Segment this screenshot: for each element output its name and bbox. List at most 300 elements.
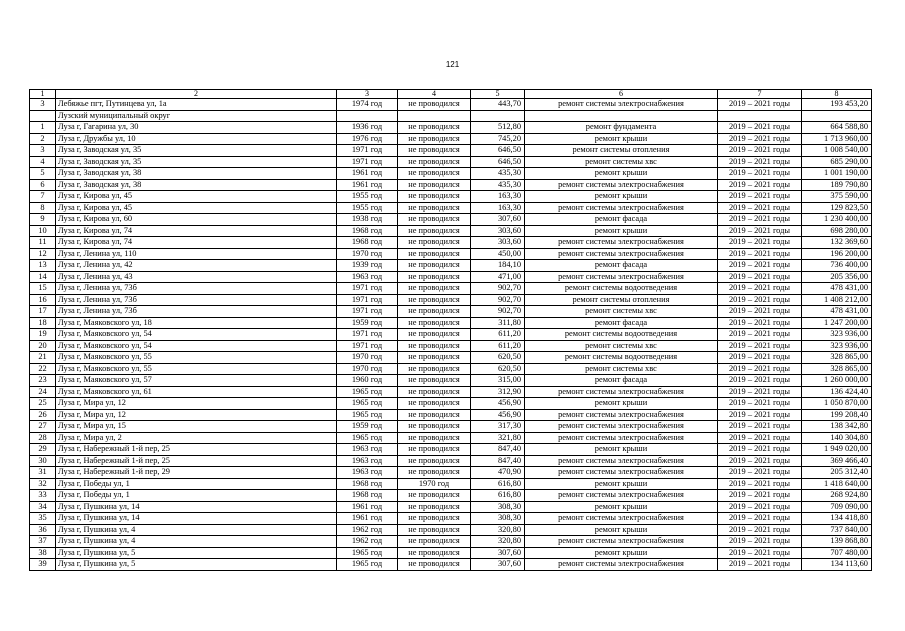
period-cell: 2019 – 2021 годы	[718, 191, 802, 203]
row-number: 21	[30, 352, 56, 364]
last-overhaul-cell: не проводился	[398, 122, 471, 134]
cost-cell: 189 790,80	[802, 179, 872, 191]
cost-cell: 132 369,60	[802, 237, 872, 249]
empty-cell	[718, 110, 802, 122]
last-overhaul-cell: не проводился	[398, 271, 471, 283]
table-row	[30, 156, 872, 168]
period-cell: 2019 – 2021 годы	[718, 306, 802, 318]
address-cell: Луза г, Ленина ул, 43	[56, 271, 337, 283]
last-overhaul-cell: не проводился	[398, 260, 471, 272]
year-cell: 1959 год	[337, 421, 398, 433]
year-cell: 1965 год	[337, 409, 398, 421]
last-overhaul-cell: не проводился	[398, 409, 471, 421]
cost-cell: 1 408 212,00	[802, 294, 872, 306]
year-cell: 1970 год	[337, 363, 398, 375]
column-number: 6	[525, 90, 718, 99]
year-cell: 1961 год	[337, 513, 398, 525]
row-number: 32	[30, 478, 56, 490]
address-cell: Луза г, Маяковского ул, 61	[56, 386, 337, 398]
area-cell: 512,80	[471, 122, 525, 134]
year-cell: 1961 год	[337, 168, 398, 180]
area-cell: 616,80	[471, 490, 525, 502]
period-cell: 2019 – 2021 годы	[718, 248, 802, 260]
cost-cell: 323 936,00	[802, 329, 872, 341]
year-cell: 1971 год	[337, 306, 398, 318]
period-cell: 2019 – 2021 годы	[718, 294, 802, 306]
table-row	[30, 547, 872, 559]
address-cell: Луза г, Победы ул, 1	[56, 490, 337, 502]
work-type-cell: ремонт системы электроснабжения	[525, 467, 718, 479]
address-cell: Луза г, Пушкина ул, 4	[56, 536, 337, 548]
last-overhaul-cell: не проводился	[398, 133, 471, 145]
table-row	[30, 513, 872, 525]
period-cell: 2019 – 2021 годы	[718, 409, 802, 421]
area-cell: 315,00	[471, 375, 525, 387]
period-cell: 2019 – 2021 годы	[718, 536, 802, 548]
period-cell: 2019 – 2021 годы	[718, 317, 802, 329]
work-type-cell: ремонт системы хвс	[525, 306, 718, 318]
cost-cell: 1 008 540,00	[802, 145, 872, 157]
table-row	[30, 536, 872, 548]
table-row	[30, 306, 872, 318]
table-row	[30, 329, 872, 341]
year-cell: 1968 год	[337, 237, 398, 249]
period-cell: 2019 – 2021 годы	[718, 271, 802, 283]
table-row	[30, 214, 872, 226]
period-cell: 2019 – 2021 годы	[718, 237, 802, 249]
table-row	[30, 467, 872, 479]
work-type-cell: ремонт крыши	[525, 133, 718, 145]
column-number: 7	[718, 90, 802, 99]
area-cell: 435,30	[471, 168, 525, 180]
area-cell: 902,70	[471, 306, 525, 318]
year-cell: 1971 год	[337, 145, 398, 157]
area-cell: 307,60	[471, 547, 525, 559]
period-cell: 2019 – 2021 годы	[718, 363, 802, 375]
work-type-cell: ремонт крыши	[525, 478, 718, 490]
period-cell: 2019 – 2021 годы	[718, 329, 802, 341]
work-type-cell: ремонт крыши	[525, 524, 718, 536]
row-number: 38	[30, 547, 56, 559]
table-row	[30, 501, 872, 513]
table-row	[30, 478, 872, 490]
area-cell: 456,90	[471, 398, 525, 410]
row-number: 13	[30, 260, 56, 272]
row-number: 4	[30, 156, 56, 168]
last-overhaul-cell: не проводился	[398, 421, 471, 433]
table-row	[30, 225, 872, 237]
period-cell: 2019 – 2021 годы	[718, 455, 802, 467]
table-row	[30, 444, 872, 456]
period-cell: 2019 – 2021 годы	[718, 99, 802, 111]
area-cell: 745,20	[471, 133, 525, 145]
cost-cell: 323 936,00	[802, 340, 872, 352]
column-number: 1	[30, 90, 56, 99]
row-number: 30	[30, 455, 56, 467]
year-cell: 1968 год	[337, 225, 398, 237]
last-overhaul-cell: не проводился	[398, 306, 471, 318]
last-overhaul-cell: не проводился	[398, 294, 471, 306]
cost-cell: 205 312,40	[802, 467, 872, 479]
period-cell: 2019 – 2021 годы	[718, 340, 802, 352]
row-number: 17	[30, 306, 56, 318]
period-cell: 2019 – 2021 годы	[718, 122, 802, 134]
cost-cell: 1 001 190,00	[802, 168, 872, 180]
year-cell: 1965 год	[337, 432, 398, 444]
last-overhaul-cell: не проводился	[398, 191, 471, 203]
area-cell: 456,90	[471, 409, 525, 421]
address-cell: Луза г, Пушкина ул, 14	[56, 513, 337, 525]
address-cell: Луза г, Ленина ул, 42	[56, 260, 337, 272]
work-type-cell: ремонт крыши	[525, 501, 718, 513]
last-overhaul-cell: не проводился	[398, 179, 471, 191]
period-cell: 2019 – 2021 годы	[718, 225, 802, 237]
area-cell: 308,30	[471, 501, 525, 513]
table-row	[30, 455, 872, 467]
cost-cell: 1 418 640,00	[802, 478, 872, 490]
cost-cell: 685 290,00	[802, 156, 872, 168]
table-row	[30, 168, 872, 180]
row-number: 9	[30, 214, 56, 226]
address-cell: Луза г, Заводская ул, 35	[56, 145, 337, 157]
table-row	[30, 409, 872, 421]
work-type-cell: ремонт системы электроснабжения	[525, 237, 718, 249]
work-type-cell: ремонт крыши	[525, 225, 718, 237]
row-number: 16	[30, 294, 56, 306]
area-cell: 184,10	[471, 260, 525, 272]
address-cell: Луза г, Маяковского ул, 57	[56, 375, 337, 387]
work-type-cell: ремонт системы водоотведения	[525, 352, 718, 364]
table-row	[30, 386, 872, 398]
table-row	[30, 398, 872, 410]
cost-cell: 193 453,20	[802, 99, 872, 111]
address-cell: Луза г, Заводская ул, 35	[56, 156, 337, 168]
address-cell: Луза г, Кирова ул, 74	[56, 237, 337, 249]
period-cell: 2019 – 2021 годы	[718, 386, 802, 398]
address-cell: Луза г, Маяковского ул, 55	[56, 363, 337, 375]
year-cell: 1959 год	[337, 317, 398, 329]
column-number: 2	[56, 90, 337, 99]
last-overhaul-cell: не проводился	[398, 145, 471, 157]
work-type-cell: ремонт системы электроснабжения	[525, 179, 718, 191]
address-cell: Луза г, Ленина ул, 73б	[56, 306, 337, 318]
work-type-cell: ремонт крыши	[525, 191, 718, 203]
year-cell: 1965 год	[337, 547, 398, 559]
year-cell: 1963 год	[337, 455, 398, 467]
period-cell: 2019 – 2021 годы	[718, 501, 802, 513]
empty-cell	[471, 110, 525, 122]
address-cell: Луза г, Маяковского ул, 54	[56, 329, 337, 341]
address-cell: Луза г, Маяковского ул, 54	[56, 340, 337, 352]
section-row	[30, 110, 872, 122]
row-number: 5	[30, 168, 56, 180]
work-type-cell: ремонт системы электроснабжения	[525, 559, 718, 571]
work-type-cell: ремонт системы электроснабжения	[525, 99, 718, 111]
work-type-cell: ремонт фасада	[525, 260, 718, 272]
row-number: 18	[30, 317, 56, 329]
work-type-cell: ремонт крыши	[525, 168, 718, 180]
year-cell: 1970 год	[337, 352, 398, 364]
last-overhaul-cell: не проводился	[398, 455, 471, 467]
cost-cell: 1 713 960,00	[802, 133, 872, 145]
last-overhaul-cell: не проводился	[398, 432, 471, 444]
area-cell: 902,70	[471, 294, 525, 306]
address-cell: Луза г, Ленина ул, 110	[56, 248, 337, 260]
table-row	[30, 179, 872, 191]
page-number: 121	[445, 60, 460, 69]
address-cell: Луза г, Заводская ул, 38	[56, 179, 337, 191]
last-overhaul-cell: не проводился	[398, 398, 471, 410]
area-cell: 616,80	[471, 478, 525, 490]
cost-cell: 698 280,00	[802, 225, 872, 237]
table-row	[30, 99, 872, 111]
work-type-cell: ремонт системы электроснабжения	[525, 490, 718, 502]
area-cell: 471,00	[471, 271, 525, 283]
year-cell: 1971 год	[337, 156, 398, 168]
row-number: 14	[30, 271, 56, 283]
table-row	[30, 421, 872, 433]
row-number: 8	[30, 202, 56, 214]
year-cell: 1968 год	[337, 490, 398, 502]
year-cell: 1971 год	[337, 329, 398, 341]
last-overhaul-cell: не проводился	[398, 352, 471, 364]
cost-cell: 664 588,80	[802, 122, 872, 134]
row-number: 28	[30, 432, 56, 444]
row-number: 24	[30, 386, 56, 398]
area-cell: 470,90	[471, 467, 525, 479]
work-type-cell: ремонт крыши	[525, 444, 718, 456]
row-number: 11	[30, 237, 56, 249]
table-row	[30, 237, 872, 249]
table-row	[30, 133, 872, 145]
address-cell: Луза г, Кирова ул, 45	[56, 191, 337, 203]
row-number: 7	[30, 191, 56, 203]
area-cell: 311,80	[471, 317, 525, 329]
table-row	[30, 559, 872, 571]
address-cell: Луза г, Мира ул, 12	[56, 409, 337, 421]
period-cell: 2019 – 2021 годы	[718, 444, 802, 456]
period-cell: 2019 – 2021 годы	[718, 559, 802, 571]
work-type-cell: ремонт крыши	[525, 398, 718, 410]
empty-cell	[802, 110, 872, 122]
work-type-cell: ремонт системы электроснабжения	[525, 421, 718, 433]
work-type-cell: ремонт системы электроснабжения	[525, 248, 718, 260]
address-cell: Луза г, Ленина ул, 73б	[56, 294, 337, 306]
address-cell: Луза г, Пушкина ул, 5	[56, 547, 337, 559]
last-overhaul-cell: не проводился	[398, 317, 471, 329]
area-cell: 303,60	[471, 225, 525, 237]
period-cell: 2019 – 2021 годы	[718, 432, 802, 444]
area-cell: 320,80	[471, 524, 525, 536]
year-cell: 1955 год	[337, 191, 398, 203]
area-cell: 307,60	[471, 559, 525, 571]
table-row	[30, 375, 872, 387]
area-cell: 308,30	[471, 513, 525, 525]
year-cell: 1971 год	[337, 294, 398, 306]
section-number-cell	[30, 110, 56, 122]
address-cell: Луза г, Маяковского ул, 55	[56, 352, 337, 364]
empty-cell	[337, 110, 398, 122]
work-type-cell: ремонт системы электроснабжения	[525, 202, 718, 214]
last-overhaul-cell: не проводился	[398, 444, 471, 456]
work-type-cell: ремонт системы отопления	[525, 145, 718, 157]
table-row	[30, 432, 872, 444]
last-overhaul-cell: не проводился	[398, 501, 471, 513]
table-row	[30, 294, 872, 306]
table-row	[30, 524, 872, 536]
work-type-cell: ремонт системы электроснабжения	[525, 536, 718, 548]
row-number: 31	[30, 467, 56, 479]
work-type-cell: ремонт фундамента	[525, 122, 718, 134]
section-title: Лузский муниципальный округ	[56, 110, 337, 122]
period-cell: 2019 – 2021 годы	[718, 375, 802, 387]
work-type-cell: ремонт системы водоотведения	[525, 283, 718, 295]
work-type-cell: ремонт системы электроснабжения	[525, 409, 718, 421]
area-cell: 317,30	[471, 421, 525, 433]
period-cell: 2019 – 2021 годы	[718, 547, 802, 559]
address-cell: Луза г, Кирова ул, 60	[56, 214, 337, 226]
column-number: 5	[471, 90, 525, 99]
cost-cell: 375 590,00	[802, 191, 872, 203]
last-overhaul-cell: не проводился	[398, 559, 471, 571]
last-overhaul-cell: не проводился	[398, 329, 471, 341]
table-row	[30, 352, 872, 364]
last-overhaul-cell: не проводился	[398, 248, 471, 260]
area-cell: 620,50	[471, 352, 525, 364]
year-cell: 1976 год	[337, 133, 398, 145]
cost-cell: 268 924,80	[802, 490, 872, 502]
last-overhaul-cell: не проводился	[398, 386, 471, 398]
last-overhaul-cell: не проводился	[398, 168, 471, 180]
last-overhaul-cell: не проводился	[398, 547, 471, 559]
address-cell: Луза г, Пушкина ул, 14	[56, 501, 337, 513]
cost-cell: 205 356,00	[802, 271, 872, 283]
address-cell: Луза г, Набережный 1-й пер, 25	[56, 444, 337, 456]
last-overhaul-cell: не проводился	[398, 490, 471, 502]
last-overhaul-cell: не проводился	[398, 513, 471, 525]
work-type-cell: ремонт системы хвс	[525, 156, 718, 168]
area-cell: 303,60	[471, 237, 525, 249]
last-overhaul-cell: не проводился	[398, 340, 471, 352]
cost-cell: 134 113,60	[802, 559, 872, 571]
table-row	[30, 283, 872, 295]
last-overhaul-cell: 1970 год	[398, 478, 471, 490]
year-cell: 1960 год	[337, 375, 398, 387]
work-type-cell: ремонт системы хвс	[525, 340, 718, 352]
row-number: 23	[30, 375, 56, 387]
column-number-row	[30, 90, 872, 99]
address-cell: Луза г, Пушкина ул, 4	[56, 524, 337, 536]
row-number: 2	[30, 133, 56, 145]
work-type-cell: ремонт системы отопления	[525, 294, 718, 306]
year-cell: 1963 год	[337, 444, 398, 456]
address-cell: Луза г, Набережный 1-й пер, 25	[56, 455, 337, 467]
address-cell: Лебяжье пгт, Путинцева ул, 1а	[56, 99, 337, 111]
row-number: 33	[30, 490, 56, 502]
area-cell: 450,00	[471, 248, 525, 260]
row-number: 22	[30, 363, 56, 375]
area-cell: 847,40	[471, 455, 525, 467]
row-number: 20	[30, 340, 56, 352]
work-type-cell: ремонт системы электроснабжения	[525, 455, 718, 467]
row-number: 36	[30, 524, 56, 536]
table-row	[30, 363, 872, 375]
period-cell: 2019 – 2021 годы	[718, 283, 802, 295]
cost-cell: 1 050 870,00	[802, 398, 872, 410]
year-cell: 1955 год	[337, 202, 398, 214]
year-cell: 1965 год	[337, 559, 398, 571]
cost-cell: 707 480,00	[802, 547, 872, 559]
table-row	[30, 260, 872, 272]
area-cell: 847,40	[471, 444, 525, 456]
work-type-cell: ремонт системы электроснабжения	[525, 386, 718, 398]
row-number: 26	[30, 409, 56, 421]
address-cell: Луза г, Кирова ул, 45	[56, 202, 337, 214]
period-cell: 2019 – 2021 годы	[718, 260, 802, 272]
area-cell: 646,50	[471, 145, 525, 157]
cost-cell: 369 466,40	[802, 455, 872, 467]
column-number: 8	[802, 90, 872, 99]
cost-cell: 1 949 020,00	[802, 444, 872, 456]
row-number: 25	[30, 398, 56, 410]
area-cell: 163,30	[471, 202, 525, 214]
cost-cell: 140 304,80	[802, 432, 872, 444]
year-cell: 1961 год	[337, 179, 398, 191]
cost-cell: 139 868,80	[802, 536, 872, 548]
table-row	[30, 340, 872, 352]
last-overhaul-cell: не проводился	[398, 375, 471, 387]
last-overhaul-cell: не проводился	[398, 524, 471, 536]
column-number: 4	[398, 90, 471, 99]
period-cell: 2019 – 2021 годы	[718, 214, 802, 226]
last-overhaul-cell: не проводился	[398, 202, 471, 214]
year-cell: 1970 год	[337, 248, 398, 260]
cost-cell: 1 260 000,00	[802, 375, 872, 387]
table-row	[30, 145, 872, 157]
table-row	[30, 490, 872, 502]
work-type-cell: ремонт системы водоотведения	[525, 329, 718, 341]
address-cell: Луза г, Ленина ул, 73б	[56, 283, 337, 295]
row-number: 27	[30, 421, 56, 433]
row-number: 12	[30, 248, 56, 260]
cost-cell: 736 400,00	[802, 260, 872, 272]
work-type-cell: ремонт системы хвс	[525, 363, 718, 375]
row-number: 39	[30, 559, 56, 571]
period-cell: 2019 – 2021 годы	[718, 156, 802, 168]
cost-cell: 199 208,40	[802, 409, 872, 421]
row-number: 3	[30, 99, 56, 111]
last-overhaul-cell: не проводился	[398, 99, 471, 111]
area-cell: 611,20	[471, 329, 525, 341]
area-cell: 611,20	[471, 340, 525, 352]
address-cell: Луза г, Заводская ул, 38	[56, 168, 337, 180]
period-cell: 2019 – 2021 годы	[718, 524, 802, 536]
address-cell: Луза г, Гагарина ул, 30	[56, 122, 337, 134]
address-cell: Луза г, Мира ул, 15	[56, 421, 337, 433]
cost-cell: 1 230 400,00	[802, 214, 872, 226]
address-cell: Луза г, Пушкина ул, 5	[56, 559, 337, 571]
area-cell: 307,60	[471, 214, 525, 226]
year-cell: 1961 год	[337, 501, 398, 513]
row-number: 3	[30, 145, 56, 157]
cost-cell: 737 840,00	[802, 524, 872, 536]
last-overhaul-cell: не проводился	[398, 237, 471, 249]
period-cell: 2019 – 2021 годы	[718, 352, 802, 364]
table-row	[30, 122, 872, 134]
year-cell: 1971 год	[337, 283, 398, 295]
last-overhaul-cell: не проводился	[398, 225, 471, 237]
address-cell: Луза г, Набережный 1-й пер, 29	[56, 467, 337, 479]
